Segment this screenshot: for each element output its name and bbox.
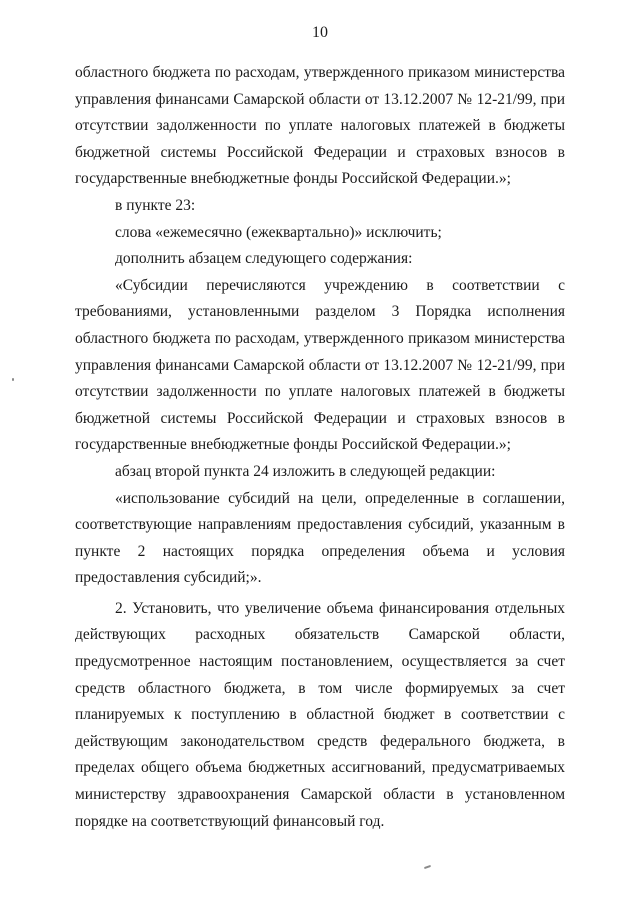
text-line: требованиями, установленными разделом 3 Порядка исполнения (75, 303, 565, 321)
text-line: областного бюджета по расходам, утвержденного приказом министерства (75, 64, 565, 81)
text-line: государственные внебюджетные фонды Российской Федерации.»; (75, 170, 511, 188)
text-line: бюджетной системы Российской Федерации и страховых взносов в (75, 409, 565, 427)
text-line: областного бюджета по расходам, утвержденного приказом министерства (75, 329, 565, 347)
text-line: 2. Установить, что увеличение объема финансирования отдельных (115, 599, 565, 617)
scan-speck (12, 378, 14, 381)
text-line: средств областного бюджета, в том числе формируемых за счет (75, 679, 565, 697)
text-line: «Субсидии перечисляются учреждению в соответствии с (115, 276, 565, 294)
text-line: министерству здравоохранения Самарской области в установленном (75, 786, 565, 804)
document-body (75, 60, 565, 835)
text-line: предусмотренное настоящим постановлением, осуществляется за счет (75, 653, 565, 671)
scan-speck (424, 865, 431, 869)
text-line: планируемых к поступлению в областной бюджет в соответствии с (75, 706, 565, 724)
text-line: действующих расходных обязательств Самарской области, (75, 626, 565, 644)
text-line: управления финансами Самарской области от 13.12.2007 № 12-21/99, при (75, 356, 565, 374)
text-line: дополнить абзацем следующего содержания: (115, 250, 413, 268)
text-line: порядке на соответствующий финансовый год. (75, 812, 385, 830)
text-line: управления финансами Самарской области от 13.12.2007 № 12-21/99, при (75, 90, 565, 108)
text-line: соответствующие направлениям предоставления субсидий, указанным в (75, 516, 565, 534)
text-line: пределах общего объема бюджетных ассигнований, предусматриваемых (75, 759, 565, 777)
text-line: отсутствии задолженности по уплате налоговых платежей в бюджеты (75, 383, 565, 401)
text-line: «использование субсидий на цели, определенные в соглашении, (115, 489, 565, 507)
text-line: в пункте 23: (115, 196, 196, 214)
text-line: отсутствии задолженности по уплате налоговых платежей в бюджеты (75, 117, 565, 135)
text-line: абзац второй пункта 24 изложить в следующей редакции: (115, 462, 496, 480)
text-line: предоставления субсидий;». (75, 569, 262, 587)
page-number: 10 (312, 24, 328, 41)
text-line: бюджетной системы Российской Федерации и страховых взносов в (75, 143, 565, 161)
text-line: государственные внебюджетные фонды Российской Федерации.»; (75, 436, 511, 454)
text-line: слова «ежемесячно (ежеквартально)» исключить; (115, 223, 442, 241)
text-line: пункте 2 настоящих порядка определения объема и условия (75, 542, 565, 560)
text-line: действующим законодательством средств федерального бюджета, в (75, 732, 565, 750)
